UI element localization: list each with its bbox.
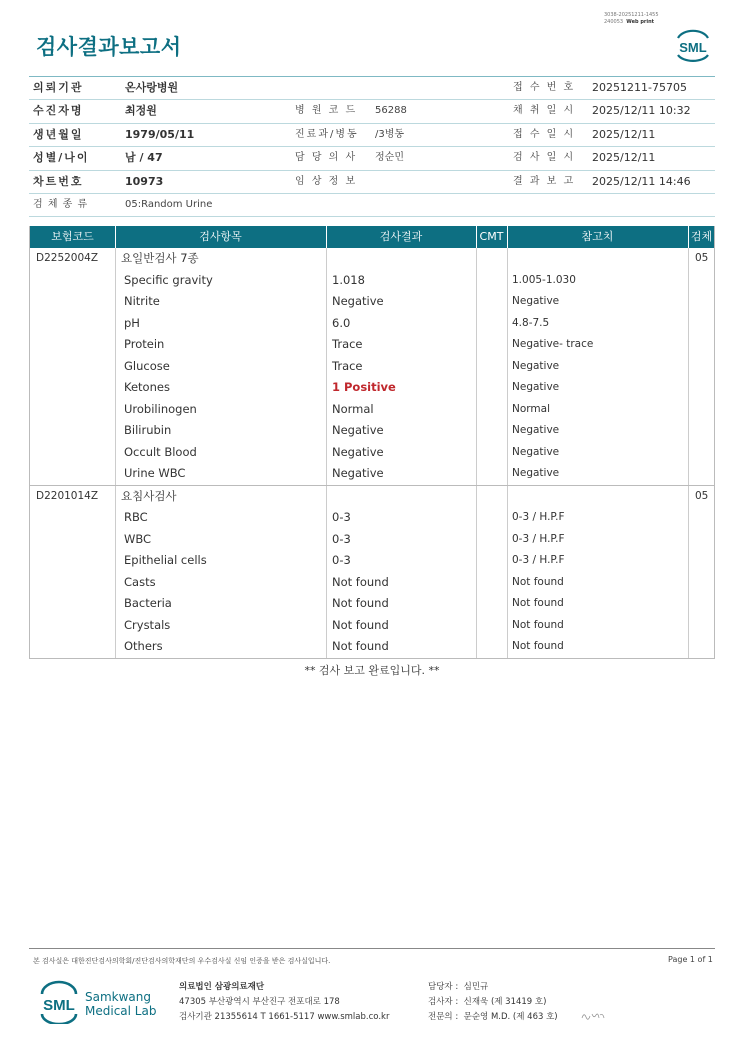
test-item-name: RBC [124, 510, 148, 524]
col-result: 검사결과 [379, 230, 423, 243]
info-value: 10973 [125, 174, 164, 188]
print-code-2: 240053 [604, 19, 624, 25]
col-insurance-code: 보험코드 [51, 230, 94, 243]
test-result: Not found [332, 639, 389, 653]
org-address: 47305 부산광역시 부산진구 전포대로 178 [179, 997, 340, 1007]
sml-logo-icon [672, 26, 714, 64]
test-result: Not found [332, 596, 389, 610]
info-label: 접 수 일 시 [513, 128, 576, 140]
insurance-code: D2201014Z [36, 489, 99, 502]
test-group-name: 요침사검사 [121, 488, 177, 503]
test-item-name: Others [124, 639, 163, 653]
info-value: 2025/12/11 10:32 [592, 104, 691, 118]
results-body [30, 248, 714, 658]
info-label: 생년월일 [33, 127, 84, 141]
test-result: Not found [332, 617, 389, 632]
insurance-code: D2252004Z [36, 252, 99, 264]
reference-value: Negative [512, 424, 560, 436]
reference-value: 4.8-7.5 [512, 316, 550, 329]
reference-value: Negative [512, 359, 560, 372]
test-result: Trace [332, 337, 363, 351]
test-item-name: Ketones [124, 380, 170, 394]
reference-value: 0-3 / H.P.F [512, 554, 565, 566]
test-result: 0-3 [332, 553, 351, 567]
test-result: Negative [332, 294, 384, 308]
test-result: Not found [332, 574, 389, 589]
reference-value: Not found [512, 640, 564, 652]
test-result: Negative [332, 423, 384, 437]
test-item-name: Crystals [124, 617, 171, 632]
staff-name: 문순영 M.D. (제 463 호) [463, 1012, 558, 1022]
table-row [30, 572, 714, 594]
table-row [30, 507, 714, 529]
table-row [30, 550, 714, 572]
info-label: 진료과/병동 [295, 128, 359, 140]
info-label: 결 과 보 고 [513, 175, 576, 187]
table-row [30, 615, 714, 637]
reference-value: Negative [512, 295, 560, 307]
brand-line-1: Samkwang [85, 990, 151, 1004]
table-row [30, 593, 714, 615]
table-row [30, 334, 714, 356]
staff-name: 심민규 [463, 982, 489, 992]
staff-role: 담당자 : [428, 982, 459, 992]
col-reference: 참고치 [581, 230, 614, 243]
results-header [30, 226, 714, 248]
info-row [29, 77, 715, 100]
info-row [29, 100, 715, 123]
col-specimen: 검체 [690, 230, 713, 243]
reference-value: 0-3 / H.P.F [512, 511, 565, 523]
info-row-specimen [29, 194, 715, 217]
staff-name: 신재욱 (제 31419 호) [463, 997, 547, 1007]
test-result: 6.0 [332, 315, 351, 330]
reference-value: Not found [512, 618, 564, 631]
brand-line-2: Medical Lab [85, 1004, 157, 1018]
info-row [29, 171, 715, 194]
table-row [30, 313, 714, 335]
specimen-label: 검 체 종 류 [33, 198, 89, 210]
sml-footer-logo-icon [36, 980, 82, 1024]
certification-note: 본 검사실은 대한진단검사의학회/진단검사의학재단의 우수검사실 신임 인증을 받은 검사실입니다. [33, 957, 331, 965]
reference-value: 0-3 / H.P.F [512, 532, 565, 545]
reference-value: Negative- trace [512, 338, 594, 350]
specimen-code: 05 [695, 252, 709, 264]
info-label: 수진자명 [33, 104, 84, 118]
test-result: Trace [332, 358, 363, 373]
sml-footer-logo-text: SML [43, 997, 75, 1014]
reference-value: Not found [512, 597, 564, 609]
staff-role: 검사자 : [428, 997, 459, 1007]
table-row [30, 377, 714, 399]
info-value: 온사랑병원 [125, 81, 179, 94]
info-value: /3병동 [375, 128, 405, 140]
specimen-code: 05 [695, 489, 709, 502]
info-value: 20251211-75705 [592, 81, 687, 94]
info-value: 남 / 47 [125, 151, 163, 165]
test-item-name: Nitrite [124, 294, 160, 308]
patient-info-table [29, 76, 715, 217]
test-result: 0-3 [332, 531, 351, 546]
info-label: 접 수 번 호 [513, 82, 576, 93]
print-code-1: 3038-20251211-1455 [604, 12, 659, 18]
page-title: 검사결과보고서 [36, 35, 182, 59]
table-row [30, 636, 714, 658]
test-item-name: pH [124, 315, 140, 330]
table-row [30, 399, 714, 421]
test-result: 1.018 [332, 272, 365, 287]
info-label: 의뢰기관 [33, 81, 84, 94]
specimen-value: 05:Random Urine [125, 198, 213, 210]
info-label: 담 당 의 사 [295, 152, 358, 164]
test-item-name: Urine WBC [124, 466, 186, 480]
test-result: 0-3 [332, 510, 351, 524]
signature-image [580, 1010, 606, 1022]
footer-divider [29, 948, 715, 949]
test-item-name: Urobilinogen [124, 401, 197, 416]
info-value: 1979/05/11 [125, 127, 195, 141]
completion-note: ** 검사 보고 완료입니다. ** [304, 663, 440, 677]
test-item-name: Glucose [124, 358, 170, 373]
reference-value: Negative [512, 381, 560, 393]
test-result: Normal [332, 401, 374, 416]
info-label: 병 원 코 드 [295, 105, 358, 117]
table-row [30, 270, 714, 292]
test-item-name: Protein [124, 337, 165, 351]
test-result: Negative [332, 444, 384, 459]
table-row [30, 463, 714, 485]
test-result: 1 Positive [332, 380, 396, 394]
test-item-name: Casts [124, 574, 156, 589]
info-value: 정순민 [375, 152, 404, 164]
table-row [30, 356, 714, 378]
col-cmt: CMT [479, 230, 504, 243]
info-value: 2025/12/11 [592, 127, 656, 141]
brand-name [85, 990, 156, 1018]
info-value: 최정원 [125, 104, 157, 118]
test-group-name: 요일반검사 7종 [121, 251, 199, 265]
test-group-row [30, 248, 714, 270]
col-test-item: 검사항목 [199, 230, 242, 243]
table-row [30, 529, 714, 551]
info-label: 채 취 일 시 [513, 105, 576, 117]
reference-value: Normal [512, 402, 550, 415]
print-type: Web print [626, 19, 655, 25]
test-item-name: Bacteria [124, 596, 172, 610]
test-item-name: WBC [124, 531, 152, 546]
info-value: 2025/12/11 14:46 [592, 174, 691, 188]
org-contact: 검사기관 21355614 T 1661-5117 www.smlab.co.kr [179, 1012, 390, 1022]
table-row [30, 420, 714, 442]
test-item-name: Bilirubin [124, 423, 172, 437]
page-number: Page 1 of 1 [668, 955, 713, 964]
test-item-name: Occult Blood [124, 444, 197, 459]
staff-info [428, 980, 558, 1025]
table-row [30, 291, 714, 313]
print-code [604, 12, 659, 26]
info-value: 56288 [375, 105, 407, 117]
info-value: 2025/12/11 [592, 151, 656, 165]
reference-value: Negative [512, 445, 560, 458]
info-row [29, 124, 715, 147]
test-group [30, 485, 714, 658]
info-row [29, 147, 715, 170]
reference-value: Not found [512, 575, 564, 588]
org-name: 의료법인 삼광의료재단 [179, 982, 265, 992]
reference-value: 1.005-1.030 [512, 273, 576, 286]
sml-logo-text: SML [679, 40, 707, 55]
info-label: 임 상 정 보 [295, 175, 358, 187]
table-row [30, 442, 714, 464]
results-table [29, 226, 715, 659]
test-item-name: Epithelial cells [124, 553, 207, 567]
test-group [30, 248, 714, 485]
test-result: Negative [332, 466, 384, 480]
reference-value: Negative [512, 467, 560, 479]
info-label: 성별/나이 [33, 151, 90, 165]
info-label: 검 사 일 시 [513, 152, 576, 164]
info-label: 차트번호 [33, 174, 84, 188]
organization-info [179, 980, 389, 1025]
staff-role: 전문의 : [428, 1012, 459, 1022]
test-item-name: Specific gravity [124, 272, 213, 287]
test-group-row [30, 486, 714, 508]
